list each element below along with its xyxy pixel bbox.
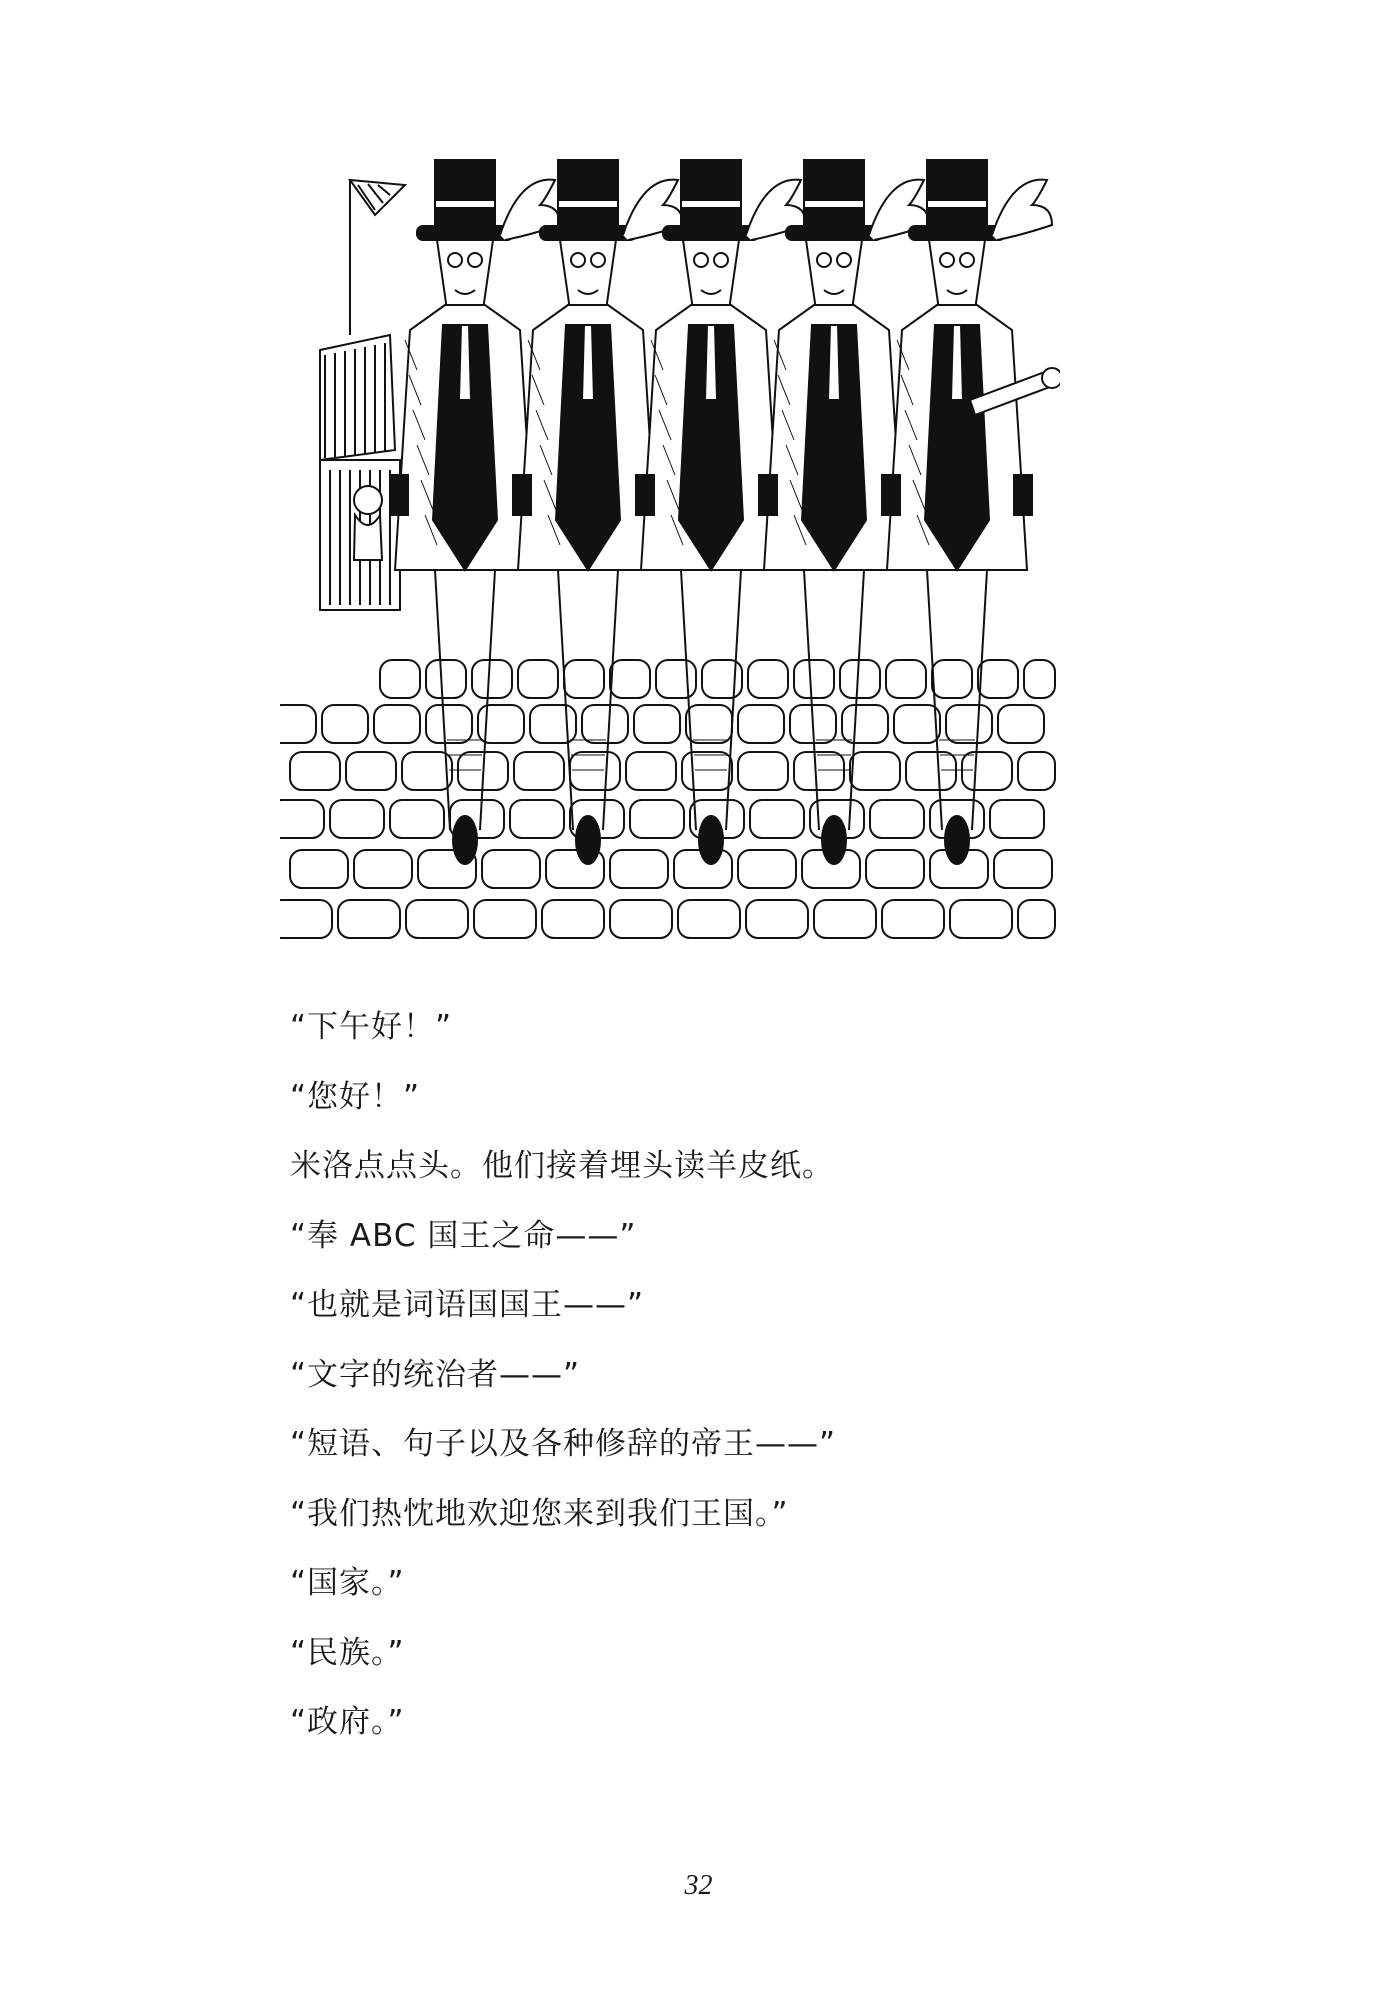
text-line-6: “文字的统治者——” bbox=[290, 1356, 581, 1393]
text-line-1: “下午好！” bbox=[290, 1009, 453, 1045]
text-line-4: “奉 ABC 国王之命——” bbox=[290, 1217, 637, 1254]
text-line-2: “您好！” bbox=[290, 1078, 421, 1115]
text-block bbox=[290, 1010, 1190, 1775]
page-number: 32 bbox=[684, 1870, 713, 1901]
text-line-3: 米洛点点头。他们接着埋头读羊皮纸。 bbox=[290, 1148, 834, 1184]
text-line-9: “国家。” bbox=[290, 1565, 405, 1601]
illustration bbox=[280, 140, 1060, 950]
text-line-5: “也就是词语国国王——” bbox=[290, 1287, 645, 1323]
text-line-11: “政府。” bbox=[290, 1704, 405, 1740]
text-line-10: “民族。” bbox=[290, 1634, 405, 1671]
five-men-in-top-hats-icon bbox=[280, 140, 1060, 950]
text-line-8: “我们热忱地欢迎您来到我们王国。” bbox=[290, 1495, 789, 1532]
text-line-7: “短语、句子以及各种修辞的帝王——” bbox=[290, 1426, 837, 1462]
house-icon bbox=[320, 180, 405, 610]
